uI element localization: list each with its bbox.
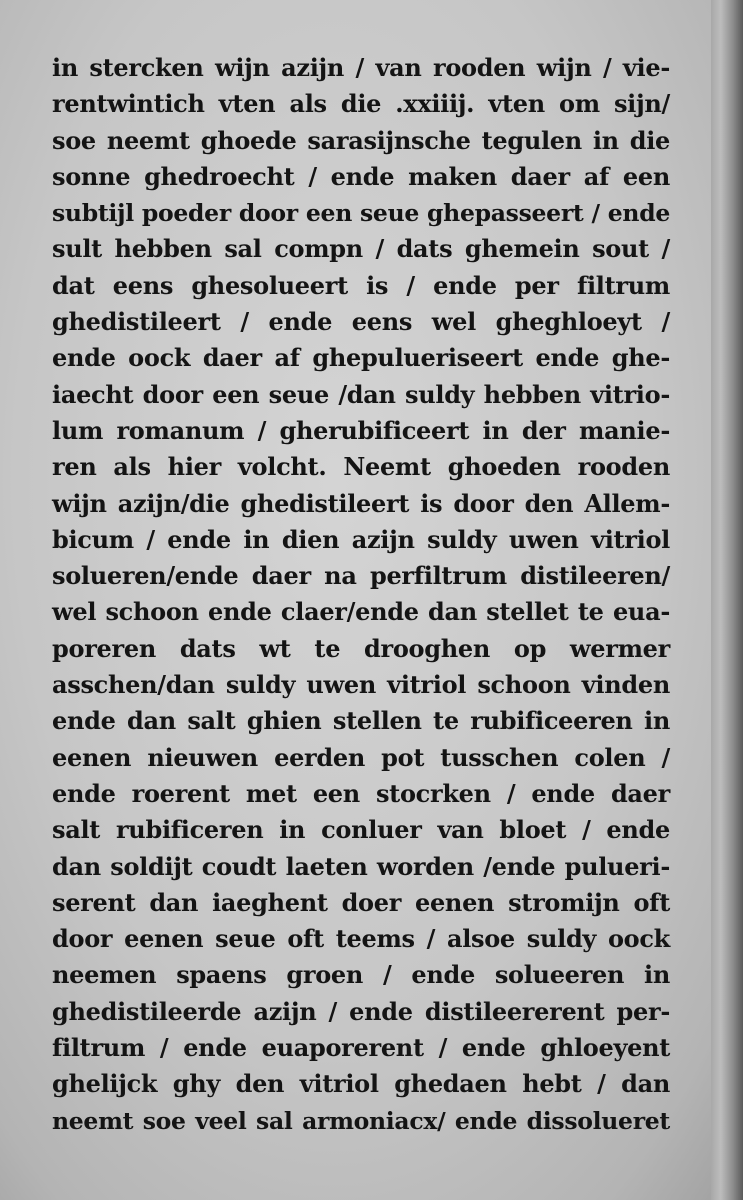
text-line: ren als hier volcht. Neemt ghoeden rooden bbox=[52, 452, 670, 482]
text-line: sonne ghedroecht / ende maken daer af een bbox=[52, 161, 670, 191]
text-line: ghedistileerde azijn / ende distileererent per- bbox=[52, 996, 670, 1026]
text-line: lum romanum / gherubificeert in der manie- bbox=[52, 415, 670, 445]
text-line: solueren/ende daer na perfiltrum distileeren/ bbox=[52, 561, 670, 591]
page-edge bbox=[711, 0, 743, 1200]
text-line: eenen nieuwen eerden pot tusschen colen / bbox=[52, 742, 670, 772]
text-line: ende dan salt ghien stellen te rubificeeren in bbox=[52, 706, 670, 736]
text-line: salt rubificeren in conluer van bloet / ende bbox=[52, 815, 670, 845]
text-line: soe neemt ghoede sarasijnsche tegulen in die bbox=[52, 125, 670, 155]
text-line: filtrum / ende euaporerent / ende ghloeyent bbox=[52, 1033, 670, 1063]
text-block bbox=[52, 50, 670, 1139]
text-line: serent dan iaeghent doer eenen stromijn oft bbox=[52, 887, 670, 917]
text-line: sult hebben sal compn / dats ghemein sout / bbox=[52, 234, 670, 264]
text-line: in stercken wijn azijn / van rooden wijn / vie- bbox=[52, 53, 670, 82]
text-line: ghelijck ghy den vitriol ghedaen hebt / dan bbox=[52, 1069, 670, 1099]
text-line: ende oock daer af ghepulueriseert ende ghe- bbox=[52, 343, 670, 373]
text-line: dat eens ghesolueert is / ende per filtrum bbox=[52, 270, 670, 300]
text-line: dan soldijt coudt laeten worden /ende pulueri- bbox=[52, 851, 670, 881]
text-line: neemt soe veel sal armoniacx/ ende dissolueret bbox=[52, 1106, 670, 1135]
text-line: ende roerent met een stocrken / ende daer bbox=[52, 778, 670, 808]
text-line: rentwintich vten als die .xxiiij. vten om sijn/ bbox=[52, 89, 670, 119]
text-line: poreren dats wt te drooghen op wermer bbox=[52, 633, 670, 663]
text-line: wel schoon ende claer/ende dan stellet te eua- bbox=[52, 597, 670, 627]
text-line: door eenen seue oft teems / alsoe suldy oock bbox=[52, 924, 670, 954]
text-line: asschen/dan suldy uwen vitriol schoon vinden bbox=[52, 670, 670, 700]
text-line: subtijl poeder door een seue ghepasseert / ende bbox=[52, 199, 670, 228]
text-line: wijn azijn/die ghedistileert is door den Allem- bbox=[52, 488, 670, 518]
text-line: neemen spaens groen / ende solueeren in bbox=[52, 960, 670, 990]
text-line: iaecht door een seue /dan suldy hebben vitrio- bbox=[52, 379, 670, 409]
text-line: ghedistileert / ende eens wel gheghloeyt / bbox=[52, 307, 670, 337]
text-line: bicum / ende in dien azijn suldy uwen vitriol bbox=[52, 524, 670, 554]
